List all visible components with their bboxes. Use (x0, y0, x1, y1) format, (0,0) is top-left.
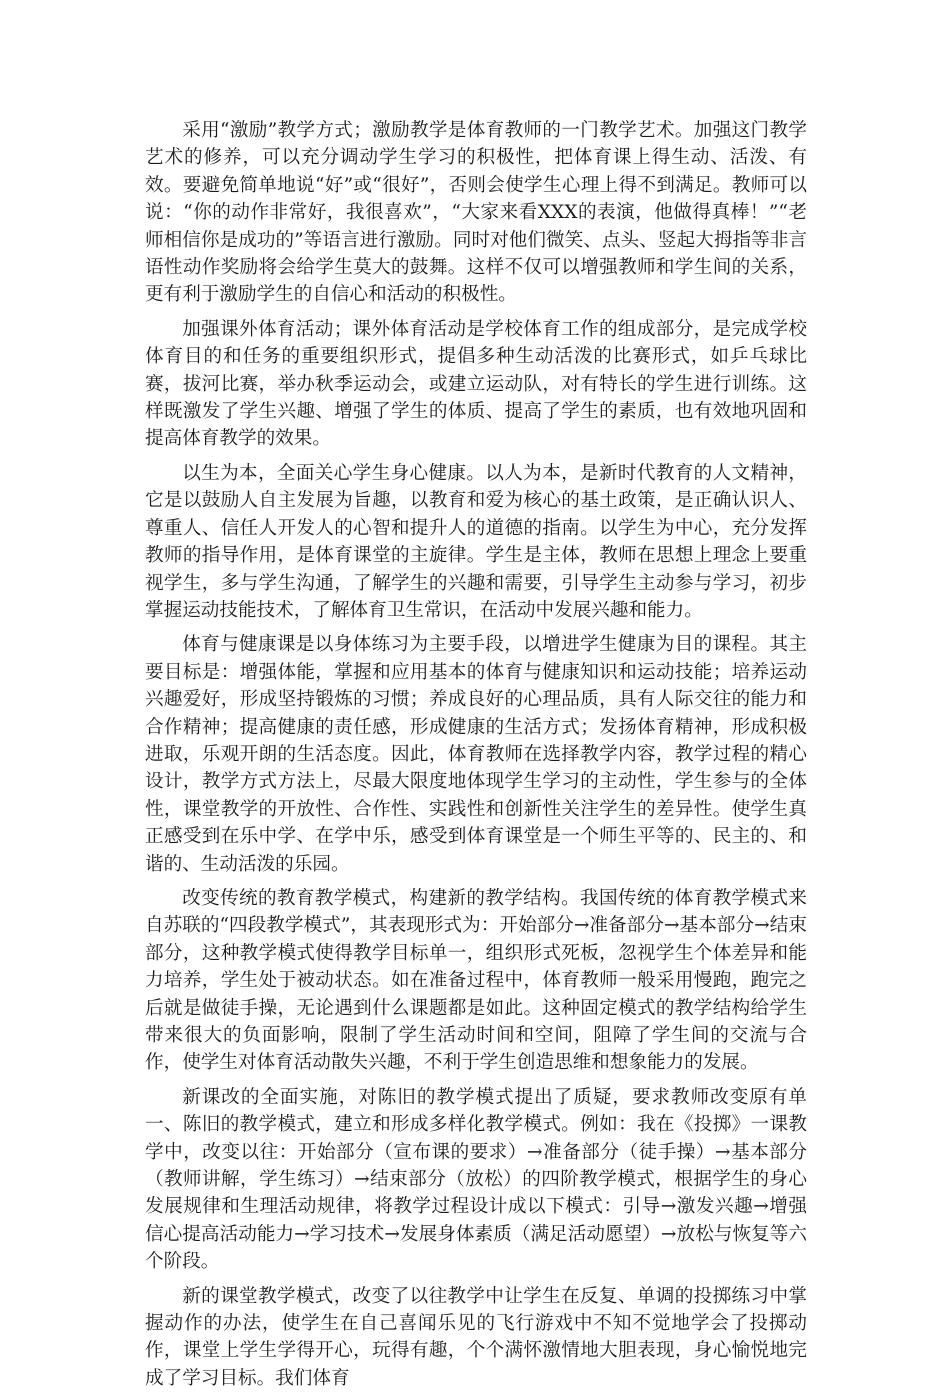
paragraph-student-centered: 以生为本，全面关心学生身心健康。以人为本，是新时代教育的人文精神，它是以鼓励人自主发展为旨趣，以教育和爱为核心的基土政策，是正确认识人、尊重人、信任人开发人的心智和提升人的道德的指南。以学生为中心，充分发挥教师的指导作用，是体育课堂的主旋律。学生是主体，教师在思想上理念上要重视学生，多与学生沟通，了解学生的兴趣和需要，引导学生主动参与学习，初步掌握运动技能技术，了解体育卫生常识，在活动中发展兴趣和能力。 (145, 462, 807, 621)
paragraph-new-classroom-model: 新的课堂教学模式，改变了以往教学中让学生在反复、单调的投掷练习中掌握动作的办法，使学生在自己喜闻乐见的飞行游戏中不知不觉地学会了投掷动作，课堂上学生学得开心，玩得有趣，个个满怀激情地大胆表现，身心愉悦地完成了学习目标。我们体育 (145, 1285, 807, 1389)
paragraph-new-curriculum: 新课改的全面实施，对陈旧的教学模式提出了质疑，要求教师改变原有单一、陈旧的教学模式，建立和形成多样化教学模式。例如：我在《投掷》一课教学中，改变以往：开始部分（宣布课的要求）→准备部分（徒手操）→基本部分（教师讲解，学生练习）→结束部分（放松）的四阶教学模式，根据学生的身心发展规律和生理活动规律，将教学过程设计成以下模式：引导→激发兴趣→增强信心提高活动能力→学习技术→发展身体素质（满足活动愿望）→放松与恢复等六个阶段。 (145, 1086, 807, 1273)
document-body (145, 117, 807, 1399)
paragraph-course-goals: 体育与健康课是以身体练习为主要手段，以增进学生健康为目的课程。其主要目标是：增强体能，掌握和应用基本的体育与健康知识和运动技能；培养运动兴趣爱好，形成坚持锻炼的习惯；养成良好的心理品质，具有人际交往的能力和合作精神；提高健康的责任感，形成健康的生活方式；发扬体育精神，形成积极进取，乐观开朗的生活态度。因此，体育教师在选择教学内容，教学过程的精心设计，教学方式方法上，尽最大限度地体现学生学习的主动性，学生参与的全体性，课堂教学的开放性、合作性、实践性和创新性关注学生的差异性。使学生真正感受到在乐中学、在学中乐，感受到体育课堂是一个师生平等的、民主的、和谐的、生动活泼的乐园。 (145, 634, 807, 875)
paragraph-incentive-teaching: 采用“激励”教学方式；激励教学是体育教师的一门教学艺术。加强这门教学艺术的修养，可以充分调动学生学习的积极性，把体育课上得生动、活泼、有效。要避免简单地说“好”或“很好”，否则会使学生心理上得不到满足。教师可以说：“你的动作非常好，我很喜欢”，“大家来看XXX的表演，他做得真棒！”“老师相信你是成功的”等语言进行激励。同时对他们微笑、点头、竖起大拇指等非言语性动作奖励将会给学生莫大的鼓舞。这样不仅可以增强教师和学生间的关系，更有利于激励学生的自信心和活动的积极性。 (145, 120, 807, 306)
paragraph-extracurricular-activities: 加强课外体育活动；课外体育活动是学校体育工作的组成部分，是完成学校体育目的和任务的重要组织形式，提倡多种生动活泼的比赛形式，如乒乓球比赛，拔河比赛，举办秋季运动会，或建立运动队，对有特长的学生进行训练。这样既激发了学生兴趣、增强了学生的体质、提高了学生的素质，也有效地巩固和提高体育教学的效果。 (145, 318, 807, 450)
paragraph-traditional-model: 改变传统的教育教学模式，构建新的教学结构。我国传统的体育教学模式来自苏联的“四段教学模式”，其表现形式为：开始部分→准备部分→基本部分→结束部分，这种教学模式使得教学目标单一，组织形式死板，忽视学生个体差异和能力培养，学生处于被动状态。如在准备过程中，体育教师一般采用慢跑，跑完之后就是做徒手操，无论遇到什么课题都是如此。这种固定模式的教学结构给学生带来很大的负面影响，限制了学生活动时间和空间，阻障了学生间的交流与合作，使学生对体育活动散失兴趣，不利于学生创造思维和想象能力的发展。 (145, 887, 807, 1074)
